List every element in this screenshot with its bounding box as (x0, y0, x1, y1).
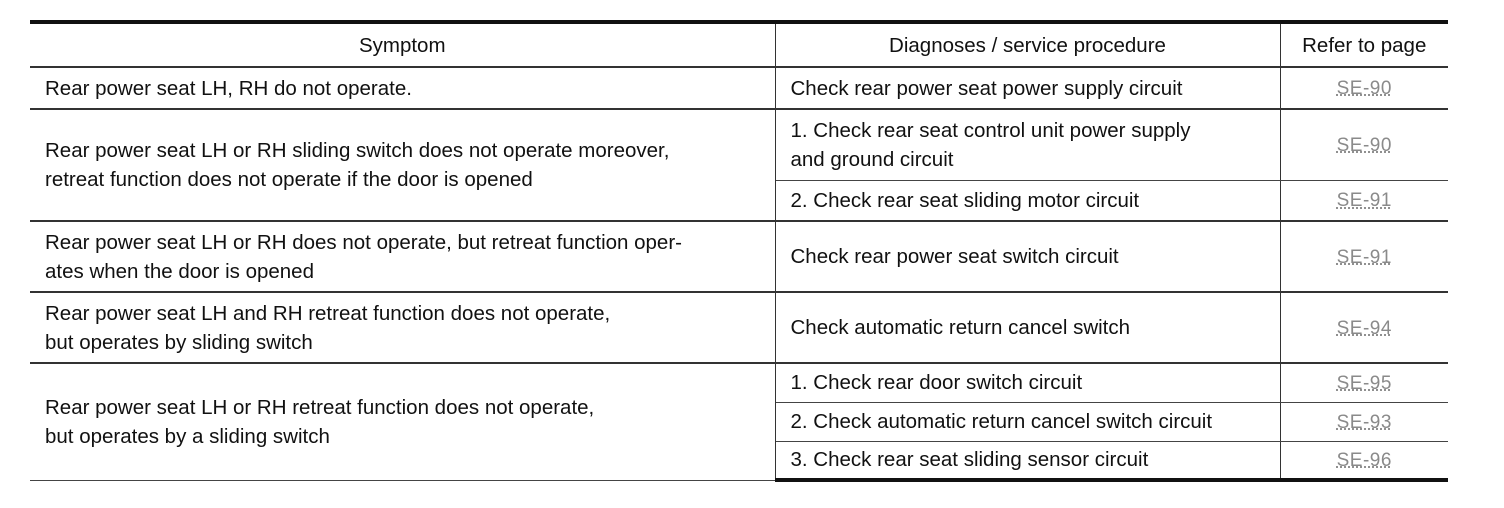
reference-cell (1280, 221, 1448, 292)
procedure-text: Check automatic return cancel switch (790, 316, 1131, 339)
table-row (30, 221, 1448, 292)
symptom-text-line-1: Rear power seat LH or RH sliding switch does not operate moreover, (45, 139, 670, 162)
header-reference: Refer to page (1280, 22, 1448, 67)
symptom-table (30, 20, 1448, 482)
procedure-text: 1. Check rear door switch circuit (790, 371, 1083, 395)
page-reference-link[interactable]: SE-93 (1336, 411, 1392, 433)
table-row (30, 67, 1448, 109)
symptom-text: Rear power seat LH, RH do not operate. (45, 76, 412, 100)
symptom-text-line-2: ates when the door is opened (45, 259, 314, 283)
symptom-cell (30, 67, 775, 109)
procedure-cell (775, 180, 1280, 221)
header-row (30, 22, 1448, 67)
procedure-cell (775, 221, 1280, 292)
page-reference-link[interactable]: SE-90 (1336, 78, 1392, 99)
reference-cell (1280, 180, 1448, 221)
reference-cell (1280, 292, 1448, 363)
procedure-cell (775, 363, 1280, 402)
table-row (30, 363, 1448, 402)
symptom-text-line-1: Rear power seat LH or RH does not operate, but retreat function oper- (45, 230, 682, 254)
page-reference-link[interactable]: SE-96 (1336, 449, 1392, 471)
procedure-text: 3. Check rear seat sliding sensor circuit (790, 448, 1149, 472)
procedure-text: Check rear power seat power supply circuit (790, 76, 1183, 100)
page-reference-link[interactable]: SE-90 (1336, 134, 1392, 156)
procedure-cell (775, 292, 1280, 363)
procedure-text: 2. Check rear seat sliding motor circuit (790, 188, 1140, 212)
procedure-text-line-1: 1. Check rear seat control unit power supply (790, 118, 1191, 142)
symptom-cell (30, 363, 775, 480)
symptom-text-line-1: Rear power seat LH or RH retreat function does not operate, (45, 395, 595, 419)
procedure-cell (775, 109, 1280, 180)
page-reference-link[interactable]: SE-95 (1336, 372, 1392, 394)
header-procedure: Diagnoses / service procedure (775, 22, 1280, 67)
page-reference-link[interactable]: SE-91 (1336, 190, 1392, 212)
symptom-text-line-1: Rear power seat LH and RH retreat function does not operate, (45, 301, 611, 325)
symptom-cell (30, 221, 775, 292)
reference-cell (1280, 441, 1448, 480)
table-row (30, 292, 1448, 363)
symptom-text-line-2: retreat function does not operate if the door is opened (45, 168, 533, 191)
procedure-text: Check rear power seat switch circuit (790, 245, 1119, 268)
symptom-text-line-2: but operates by a sliding switch (45, 424, 330, 448)
procedure-text-line-2: and ground circuit (790, 147, 954, 171)
procedure-cell (775, 441, 1280, 480)
procedure-text: 2. Check automatic return cancel switch circuit (790, 410, 1213, 433)
page-reference-link[interactable]: SE-91 (1336, 246, 1392, 268)
reference-cell (1280, 67, 1448, 109)
page-reference-link[interactable]: SE-94 (1336, 317, 1392, 339)
table-row (30, 109, 1448, 180)
procedure-cell (775, 402, 1280, 441)
reference-cell (1280, 109, 1448, 180)
reference-cell (1280, 402, 1448, 441)
symptom-text-line-2: but operates by sliding switch (45, 330, 313, 354)
symptom-cell (30, 292, 775, 363)
header-symptom: Symptom (30, 22, 775, 67)
reference-cell (1280, 363, 1448, 402)
symptom-cell (30, 109, 775, 221)
procedure-cell (775, 67, 1280, 109)
